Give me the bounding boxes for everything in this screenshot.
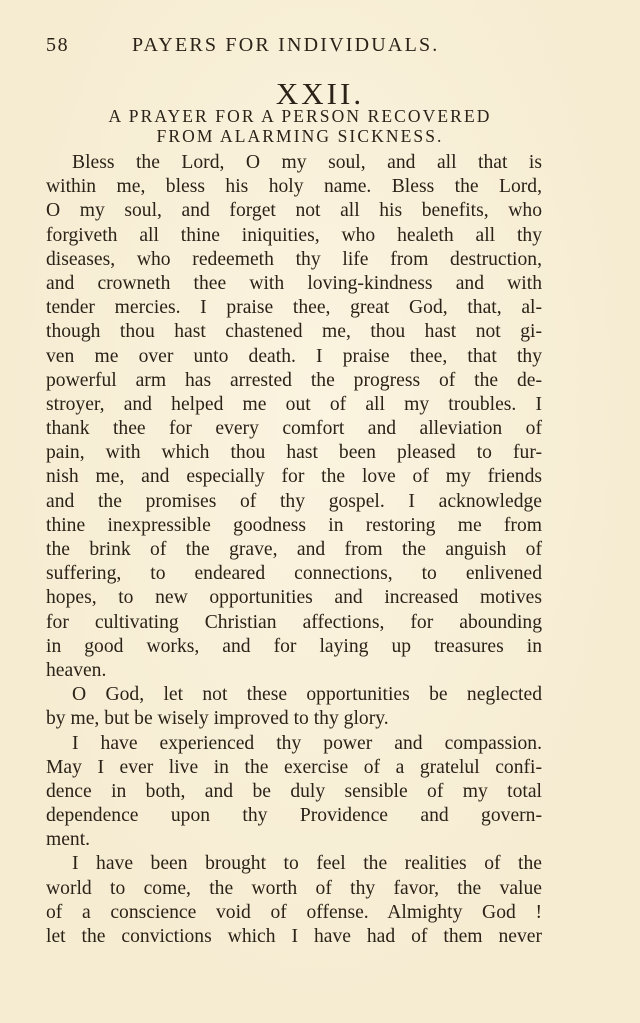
text-line: forgiveth all thine iniquities, who healeth all thy bbox=[46, 224, 542, 246]
text-line: world to come, the worth of thy favor, the value bbox=[46, 877, 542, 899]
text-line: by me, but be wisely improved to thy glory. bbox=[46, 708, 389, 730]
text-line: and crowneth thee with loving-kindness and with bbox=[46, 272, 542, 294]
text-line: thine inexpressible goodness in restoring me from bbox=[46, 514, 542, 536]
chapter-number: XXII. bbox=[275, 76, 365, 111]
text-line: diseases, who redeemeth thy life from destruction, bbox=[46, 248, 542, 270]
running-title: PAYERS FOR INDIVIDUALS. bbox=[132, 34, 440, 56]
text-line: the brink of the grave, and from the anguish of bbox=[46, 539, 542, 560]
text-line: within me, bless his holy name. Bless the Lord, bbox=[46, 176, 542, 198]
text-line: though thou hast chastened me, thou hast not gi- bbox=[46, 321, 542, 343]
text-line: Bless the Lord, O my soul, and all that is bbox=[72, 152, 542, 173]
text-line: pain, with which thou hast been pleased to fur- bbox=[46, 442, 542, 464]
text-line: thank thee for every comfort and alleviation of bbox=[46, 418, 542, 440]
prayer-title-line-1: A PRAYER FOR A PERSON RECOVERED bbox=[108, 106, 492, 126]
text-line: powerful arm has arrested the progress of the de- bbox=[46, 369, 542, 391]
prayer-title-line-2: FROM ALARMING SICKNESS. bbox=[156, 126, 444, 146]
text-line: let the convictions which I have had of them never bbox=[46, 926, 542, 947]
text-line: May I ever live in the exercise of a gratelul confi- bbox=[46, 756, 542, 778]
text-line: nish me, and especially for the love of my friends bbox=[46, 466, 542, 488]
text-line: for cultivating Christian affections, for abounding bbox=[46, 611, 542, 633]
text-line: I have been brought to feel the realities of the bbox=[72, 853, 542, 875]
page-number: 58 bbox=[46, 34, 70, 56]
text-line: dependence upon thy Providence and govern- bbox=[46, 805, 542, 827]
running-head bbox=[46, 34, 546, 64]
text-line: heaven. bbox=[46, 659, 107, 681]
prayer-title bbox=[50, 106, 550, 146]
text-line: and the promises of thy gospel. I acknowledge bbox=[46, 490, 542, 512]
text-line: ment. bbox=[46, 829, 91, 851]
text-line: O my soul, and forget not all his benefits, who bbox=[46, 200, 542, 222]
text-line: I have experienced thy power and compassion. bbox=[72, 732, 542, 754]
text-line: of a conscience void of offense. Almighty God ! bbox=[46, 901, 542, 923]
text-line: suffering, to endeared connections, to enlivened bbox=[46, 563, 542, 585]
text-line: ven me over unto death. I praise thee, that thy bbox=[46, 345, 542, 367]
text-line: tender mercies. I praise thee, great God, that, al- bbox=[46, 297, 542, 319]
text-line: dence in both, and be duly sensible of my total bbox=[46, 780, 542, 802]
text-line: stroyer, and helped me out of all my troubles. I bbox=[46, 393, 542, 415]
text-line: hopes, to new opportunities and increased motives bbox=[46, 587, 542, 609]
text-line: in good works, and for laying up treasures in bbox=[46, 635, 542, 657]
text-line: O God, let not these opportunities be neglected bbox=[72, 684, 542, 706]
body-text bbox=[46, 151, 542, 949]
